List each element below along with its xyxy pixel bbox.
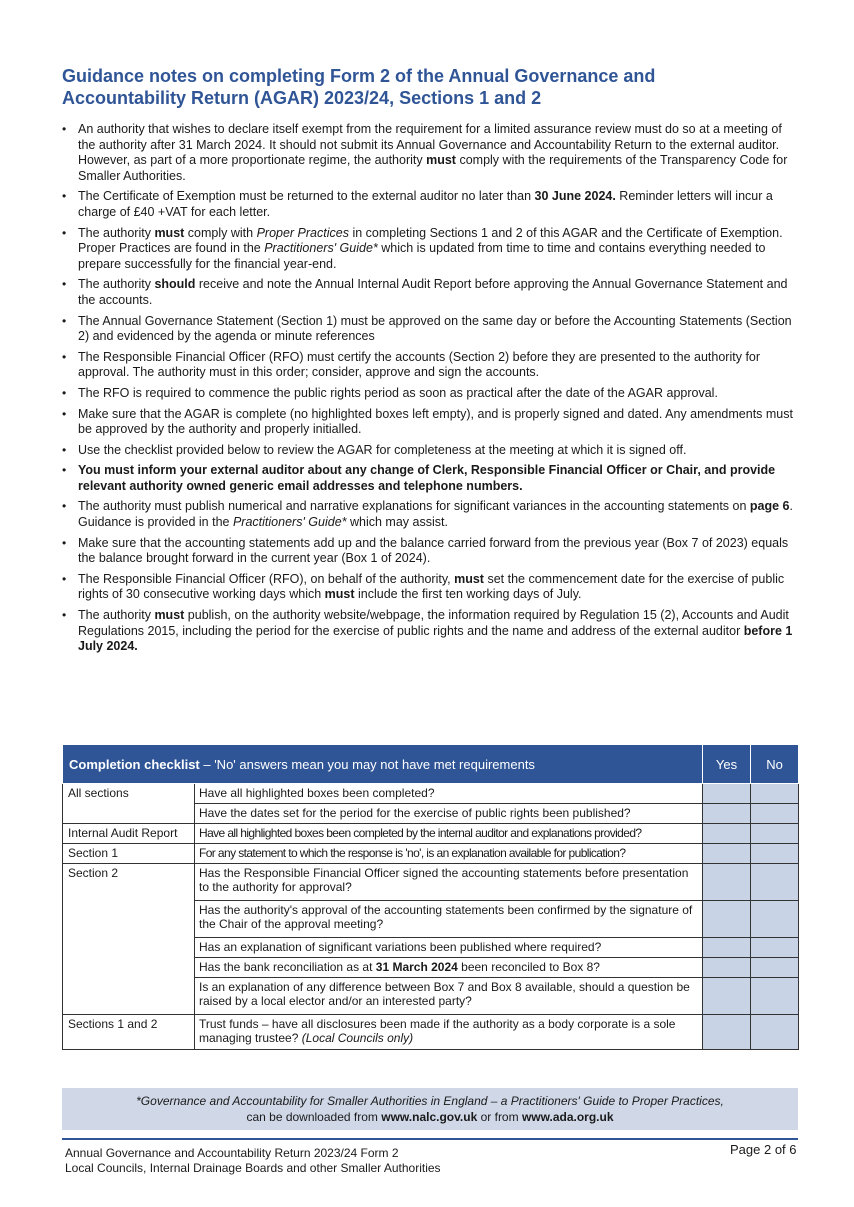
guidance-bullet — [60, 122, 800, 184]
question-text: Have the dates set for the period for the exercise of public rights been published? — [199, 806, 631, 820]
no-checkbox[interactable] — [751, 938, 799, 958]
checklist-question — [195, 824, 703, 844]
checklist-section-label: Internal Audit Report — [63, 824, 195, 844]
guidance-bullet — [60, 350, 800, 381]
bullet-text: must — [154, 608, 185, 623]
page-number: Page 2 of 6 — [730, 1142, 797, 1157]
bullet-text: You must inform your external auditor about any change of Clerk, Responsible Financial Officer or Chair, and provide relevant authority owned generic email addresses and telephone numbers. — [78, 463, 776, 493]
question-text: Has the bank reconciliation as at — [199, 960, 376, 974]
bullet-text: comply with — [184, 225, 257, 240]
no-checkbox[interactable] — [751, 824, 799, 844]
question-text: Have all highlighted boxes been completed? — [199, 786, 435, 800]
checklist-question — [195, 784, 703, 804]
guidance-list — [60, 122, 800, 660]
question-text: been reconciled to Box 8? — [457, 960, 600, 974]
bullet-text: which is updated from time to time and contains everything needed to prepare successfully for the financial year-end. — [78, 241, 766, 271]
bullet-text: Practitioners' Guide* — [232, 515, 347, 530]
checklist-section-label: Section 1 — [63, 844, 195, 864]
checklist-section-label: All sections — [63, 784, 195, 824]
guidance-bullet — [60, 443, 800, 459]
checklist-question — [195, 864, 703, 901]
guidance-bullet — [60, 386, 800, 402]
bullet-text: must — [426, 153, 456, 168]
no-checkbox[interactable] — [751, 784, 799, 804]
bullet-text: Make sure that the accounting statements add up and the balance carried forward from the previous year (Box 7 of 2023) equals the balance brought forward in the current year (Box 1 of 2024). — [78, 535, 789, 566]
bullet-text: include the first ten working days of July. — [354, 587, 582, 602]
footnote-line-2 — [62, 1109, 798, 1125]
footnote-text-or: or from — [477, 1110, 522, 1124]
bullet-text: Proper Practices — [256, 225, 349, 240]
guidance-bullet — [60, 499, 800, 530]
footer-info — [65, 1146, 441, 1176]
completion-checklist — [62, 744, 799, 1050]
guidance-bullet — [60, 407, 800, 438]
bullet-text: page 6 — [749, 499, 790, 514]
question-text: Is an explanation of any difference between Box 7 and Box 8 available, should a question be raised by a local elector and/or an interested party? — [199, 980, 690, 1008]
checklist-header-bold: Completion checklist — [69, 756, 200, 772]
practitioners-guide-footnote — [62, 1088, 798, 1130]
checklist-row — [63, 844, 799, 864]
checklist-row — [63, 864, 799, 901]
yes-checkbox[interactable] — [703, 784, 751, 804]
bullet-text: should — [154, 277, 196, 292]
guidance-bullet — [60, 277, 800, 308]
no-checkbox[interactable] — [751, 978, 799, 1015]
guidance-bullet — [60, 189, 800, 220]
checklist-question — [195, 938, 703, 958]
checklist-row — [63, 1015, 799, 1050]
bullet-text: The authority — [78, 608, 155, 623]
nalc-link[interactable]: www.nalc.gov.uk — [381, 1110, 478, 1124]
checklist-question — [195, 978, 703, 1015]
yes-checkbox[interactable] — [703, 864, 751, 901]
no-checkbox[interactable] — [751, 844, 799, 864]
bullet-text: publish, on the authority website/webpage, the information required by Regulation 15 (2), Accounts and Audit Regulations 2015, including the period for the exercise of public rights and the name and address of the external auditor — [78, 608, 789, 638]
bullet-text: must — [154, 225, 185, 240]
checklist-question — [195, 901, 703, 938]
question-text: Has an explanation of significant variations been published where required? — [199, 940, 602, 954]
bullet-text: The authority — [78, 277, 155, 292]
bullet-text: which may assist. — [346, 515, 448, 530]
bullet-text: The Responsible Financial Officer (RFO) must certify the accounts (Section 2) before they are presented to the authority for approval. The authority must in this order; consider, approve and sign the accounts. — [78, 349, 761, 380]
bullet-text: The Certificate of Exemption must be returned to the external auditor no later than — [78, 189, 535, 204]
yes-checkbox[interactable] — [703, 804, 751, 824]
yes-column-header: Yes — [703, 745, 751, 784]
bullet-text: must — [454, 571, 484, 586]
checklist-row — [63, 784, 799, 804]
footer-form-title: Annual Governance and Accountability Return 2023/24 Form 2 — [65, 1146, 399, 1160]
bullet-text: receive and note the Annual Internal Audit Report before approving the Annual Governance Statement and the accounts. — [78, 277, 788, 307]
bullet-text: Use the checklist provided below to review the AGAR for completeness at the meeting at which it is signed off. — [78, 442, 687, 457]
bullet-text: before 1 July 2024. — [78, 623, 793, 654]
guidance-bullet — [60, 314, 800, 345]
yes-checkbox[interactable] — [703, 844, 751, 864]
guidance-bullet — [60, 463, 800, 494]
checklist-header-note: – 'No' answers mean you may not have met requirements — [199, 756, 535, 772]
footer-divider — [62, 1138, 798, 1140]
no-checkbox[interactable] — [751, 958, 799, 978]
yes-checkbox[interactable] — [703, 901, 751, 938]
bullet-text: The Annual Governance Statement (Section 1) must be approved on the same day or before the Accounting Statements (Section 2) and evidenced by the agenda or minute references — [78, 313, 792, 344]
guidance-bullet — [60, 536, 800, 567]
bullet-text: The RFO is required to commence the public rights period as soon as practical after the date of the AGAR approval. — [78, 385, 718, 400]
question-date: 31 March 2024 — [375, 960, 458, 974]
guidance-bullet — [60, 572, 800, 603]
no-checkbox[interactable] — [751, 804, 799, 824]
bullet-text: in completing Sections 1 and 2 of this AGAR and the Certificate of Exemption. Proper Practices are found in the — [78, 225, 783, 256]
guidance-bullet — [60, 608, 800, 655]
bullet-text: An authority that wishes to declare itself exempt from the requirement for a limited assurance review must do so at a meeting of the authority after 31 March 2024. It should not submit its Annual Governance and Accountability Return to the external auditor. However, as part of a more proportionate regime, the authority — [78, 122, 782, 168]
yes-checkbox[interactable] — [703, 978, 751, 1015]
yes-checkbox[interactable] — [703, 824, 751, 844]
bullet-text: must — [324, 587, 355, 602]
bullet-text: The Responsible Financial Officer (RFO), on behalf of the authority, — [78, 571, 455, 586]
checklist-section-label: Sections 1 and 2 — [63, 1015, 195, 1050]
question-note: (Local Councils only) — [301, 1031, 414, 1045]
question-text: For any statement to which the response is 'no', is an explanation available for publication? — [199, 846, 626, 860]
checklist-header — [63, 745, 703, 784]
checklist-question — [195, 844, 703, 864]
yes-checkbox[interactable] — [703, 1015, 751, 1050]
checklist-row — [63, 824, 799, 844]
no-checkbox[interactable] — [751, 864, 799, 901]
ada-link[interactable]: www.ada.org.uk — [521, 1110, 614, 1124]
checklist-section-label: Section 2 — [63, 864, 195, 1015]
no-column-header: No — [751, 745, 799, 784]
checklist-question — [195, 1015, 703, 1050]
bullet-text: Make sure that the AGAR is complete (no highlighted boxes left empty), and is properly signed and dated. Any amendments must be approved by the authority and properly initialled. — [78, 406, 793, 437]
footnote-line-1: *Governance and Accountability for Smaller Authorities in England – a Practitioners' Guide to Proper Practices, — [136, 1094, 724, 1108]
no-checkbox[interactable] — [751, 901, 799, 938]
question-text: Trust funds – have all disclosures been made if the authority as a body corporate is a sole managing trustee? — [199, 1017, 676, 1045]
bullet-text: Reminder letters will incur a charge of £40 +VAT for each letter. — [78, 189, 773, 219]
checklist-question — [195, 804, 703, 824]
bullet-text: Practitioners' Guide* — [264, 241, 378, 256]
checklist-question — [195, 958, 703, 978]
question-text: Have all highlighted boxes been completed by the internal auditor and explanations provided? — [199, 826, 642, 840]
question-text: Has the authority's approval of the accounting statements been confirmed by the signature of the Chair of the approval meeting? — [199, 903, 693, 931]
page-title: Guidance notes on completing Form 2 of the Annual Governance and Accountability Return (AGAR) 2023/24, Sections 1 and 2 — [62, 66, 656, 108]
question-text: Has the Responsible Financial Officer signed the accounting statements before presentation to the authority for approval? — [199, 866, 689, 894]
bullet-text: set the commencement date for the exercise of public rights of 30 consecutive working days which — [78, 571, 785, 602]
no-checkbox[interactable] — [751, 1015, 799, 1050]
yes-checkbox[interactable] — [703, 958, 751, 978]
footnote-text: can be downloaded from — [246, 1110, 382, 1124]
yes-checkbox[interactable] — [703, 938, 751, 958]
footer-authority-types: Local Councils, Internal Drainage Boards and other Smaller Authorities — [65, 1161, 441, 1175]
bullet-text: The authority — [78, 225, 155, 240]
bullet-text: The authority must publish numerical and narrative explanations for significant variances in the accounting statements on — [78, 499, 750, 514]
bullet-text: 30 June 2024. — [534, 189, 616, 204]
bullet-text: . Guidance is provided in the — [78, 499, 793, 530]
guidance-bullet — [60, 226, 800, 273]
bullet-text: comply with the requirements of the Transparency Code for Smaller Authorities. — [78, 153, 788, 183]
